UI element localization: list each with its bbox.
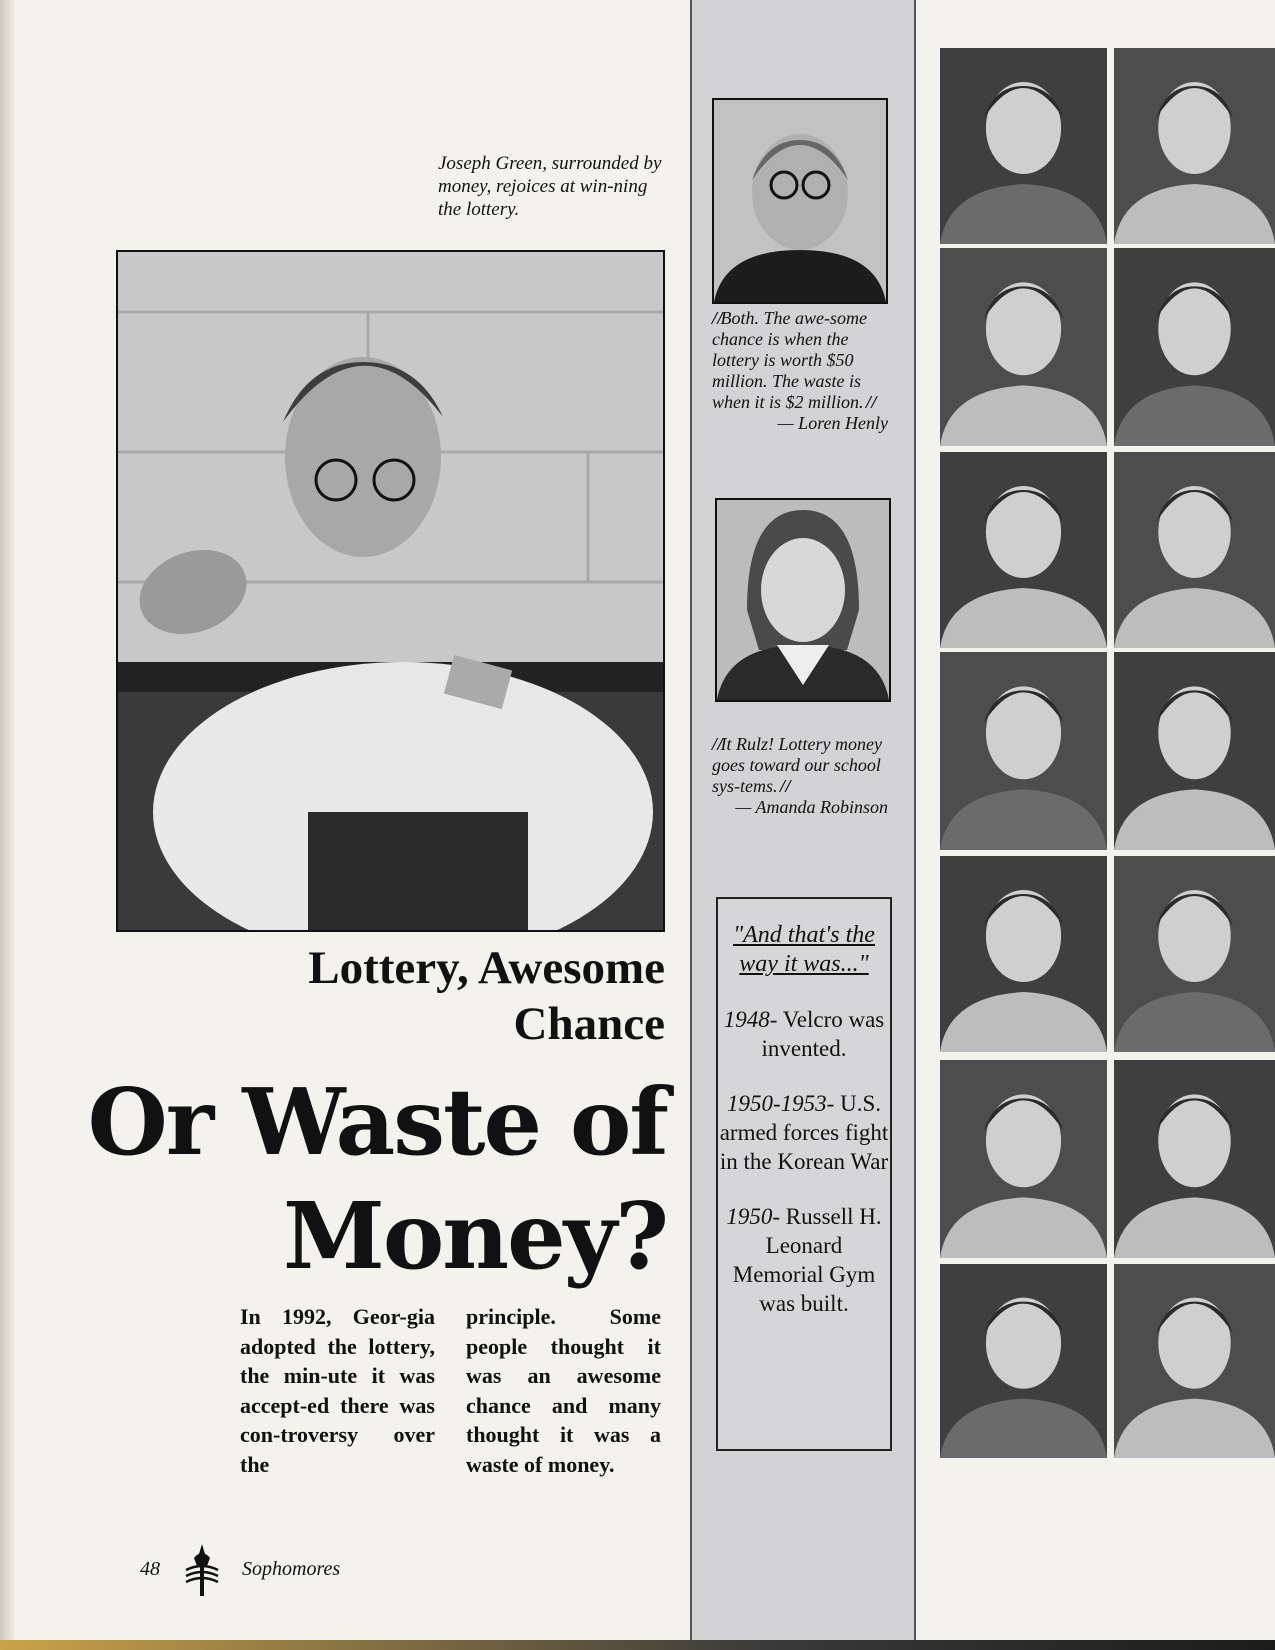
- body-column-1: In 1992, Geor-gia adopted the lottery, the min-ute it was accept-ed there was con-troversy over the: [240, 1304, 435, 1477]
- fact-text: - Velcro was invented.: [761, 1007, 885, 1061]
- body-column-2: principle. Some people thought it was an awesome chance and many thought it was a waste of money.: [466, 1304, 661, 1477]
- student-portrait: [1114, 48, 1275, 244]
- headline-sub: [145, 940, 665, 1052]
- headline-line-3: Or Waste of: [87, 1068, 667, 1176]
- student-portrait: [1114, 1060, 1275, 1258]
- quote-loren-henly: / /Both. The awe-some chance is when the lottery is worth $50 million. The waste is when it is $2 million. / / — Loren Henly: [712, 308, 888, 433]
- student-portrait: [1114, 1264, 1275, 1458]
- student-portrait: [1114, 452, 1275, 648]
- headline-line-1: Lottery, Awesome: [308, 942, 665, 994]
- student-portrait: [1114, 652, 1275, 850]
- quote-author: — Amanda Robinson: [735, 797, 888, 817]
- student-portrait: [940, 652, 1107, 850]
- student-portrait: [1114, 856, 1275, 1052]
- quote-author: — Loren Henly: [777, 413, 888, 433]
- fact-text: - Russell H. Leonard Memorial Gym was built.: [732, 1204, 882, 1316]
- student-portrait: [1114, 248, 1275, 446]
- page-number: 48: [140, 1558, 160, 1580]
- fact-year: 1950: [726, 1204, 773, 1229]
- student-portrait: [940, 48, 1107, 244]
- student-portrait: [940, 1060, 1107, 1258]
- portrait-amanda-robinson: [715, 498, 891, 702]
- fact-item: [718, 1202, 890, 1318]
- headline-main: [67, 1065, 667, 1293]
- fact-year: 1948: [723, 1007, 770, 1032]
- quote-amanda-robinson: / /It Rulz! Lottery money goes toward our school sys-tems. / / — Amanda Robinson: [712, 734, 888, 817]
- headline-line-4: Money?: [283, 1182, 667, 1290]
- page-bottom-edge: [0, 1640, 1275, 1650]
- fact-year: 1950-1953: [727, 1091, 827, 1116]
- student-portrait: [940, 248, 1107, 446]
- section-label: Sophomores: [242, 1558, 341, 1580]
- fact-item: [718, 1005, 890, 1063]
- photo-caption: Joseph Green, surrounded by money, rejoices at win-ning the lottery.: [438, 153, 662, 220]
- quote-text: It Rulz! Lottery money goes toward our school sys-tems.: [712, 734, 882, 796]
- portrait-loren-henly: [712, 98, 888, 304]
- student-portrait: [940, 1264, 1107, 1458]
- page-edge: [0, 0, 14, 1650]
- student-portrait: [940, 452, 1107, 648]
- fact-text: - U.S. armed forces fight in the Korean War: [719, 1091, 889, 1174]
- torch-icon: [180, 1540, 224, 1600]
- history-facts-box: [716, 897, 892, 1451]
- quote-text: Both. The awe-some chance is when the lottery is worth $50 million. The waste is when it is $2 million.: [712, 308, 867, 412]
- facts-title: "And that's the way it was...": [733, 922, 875, 977]
- main-photo: [116, 250, 665, 932]
- headline-line-2: Chance: [513, 998, 665, 1050]
- fact-item: [718, 1089, 890, 1176]
- student-portrait: [940, 856, 1107, 1052]
